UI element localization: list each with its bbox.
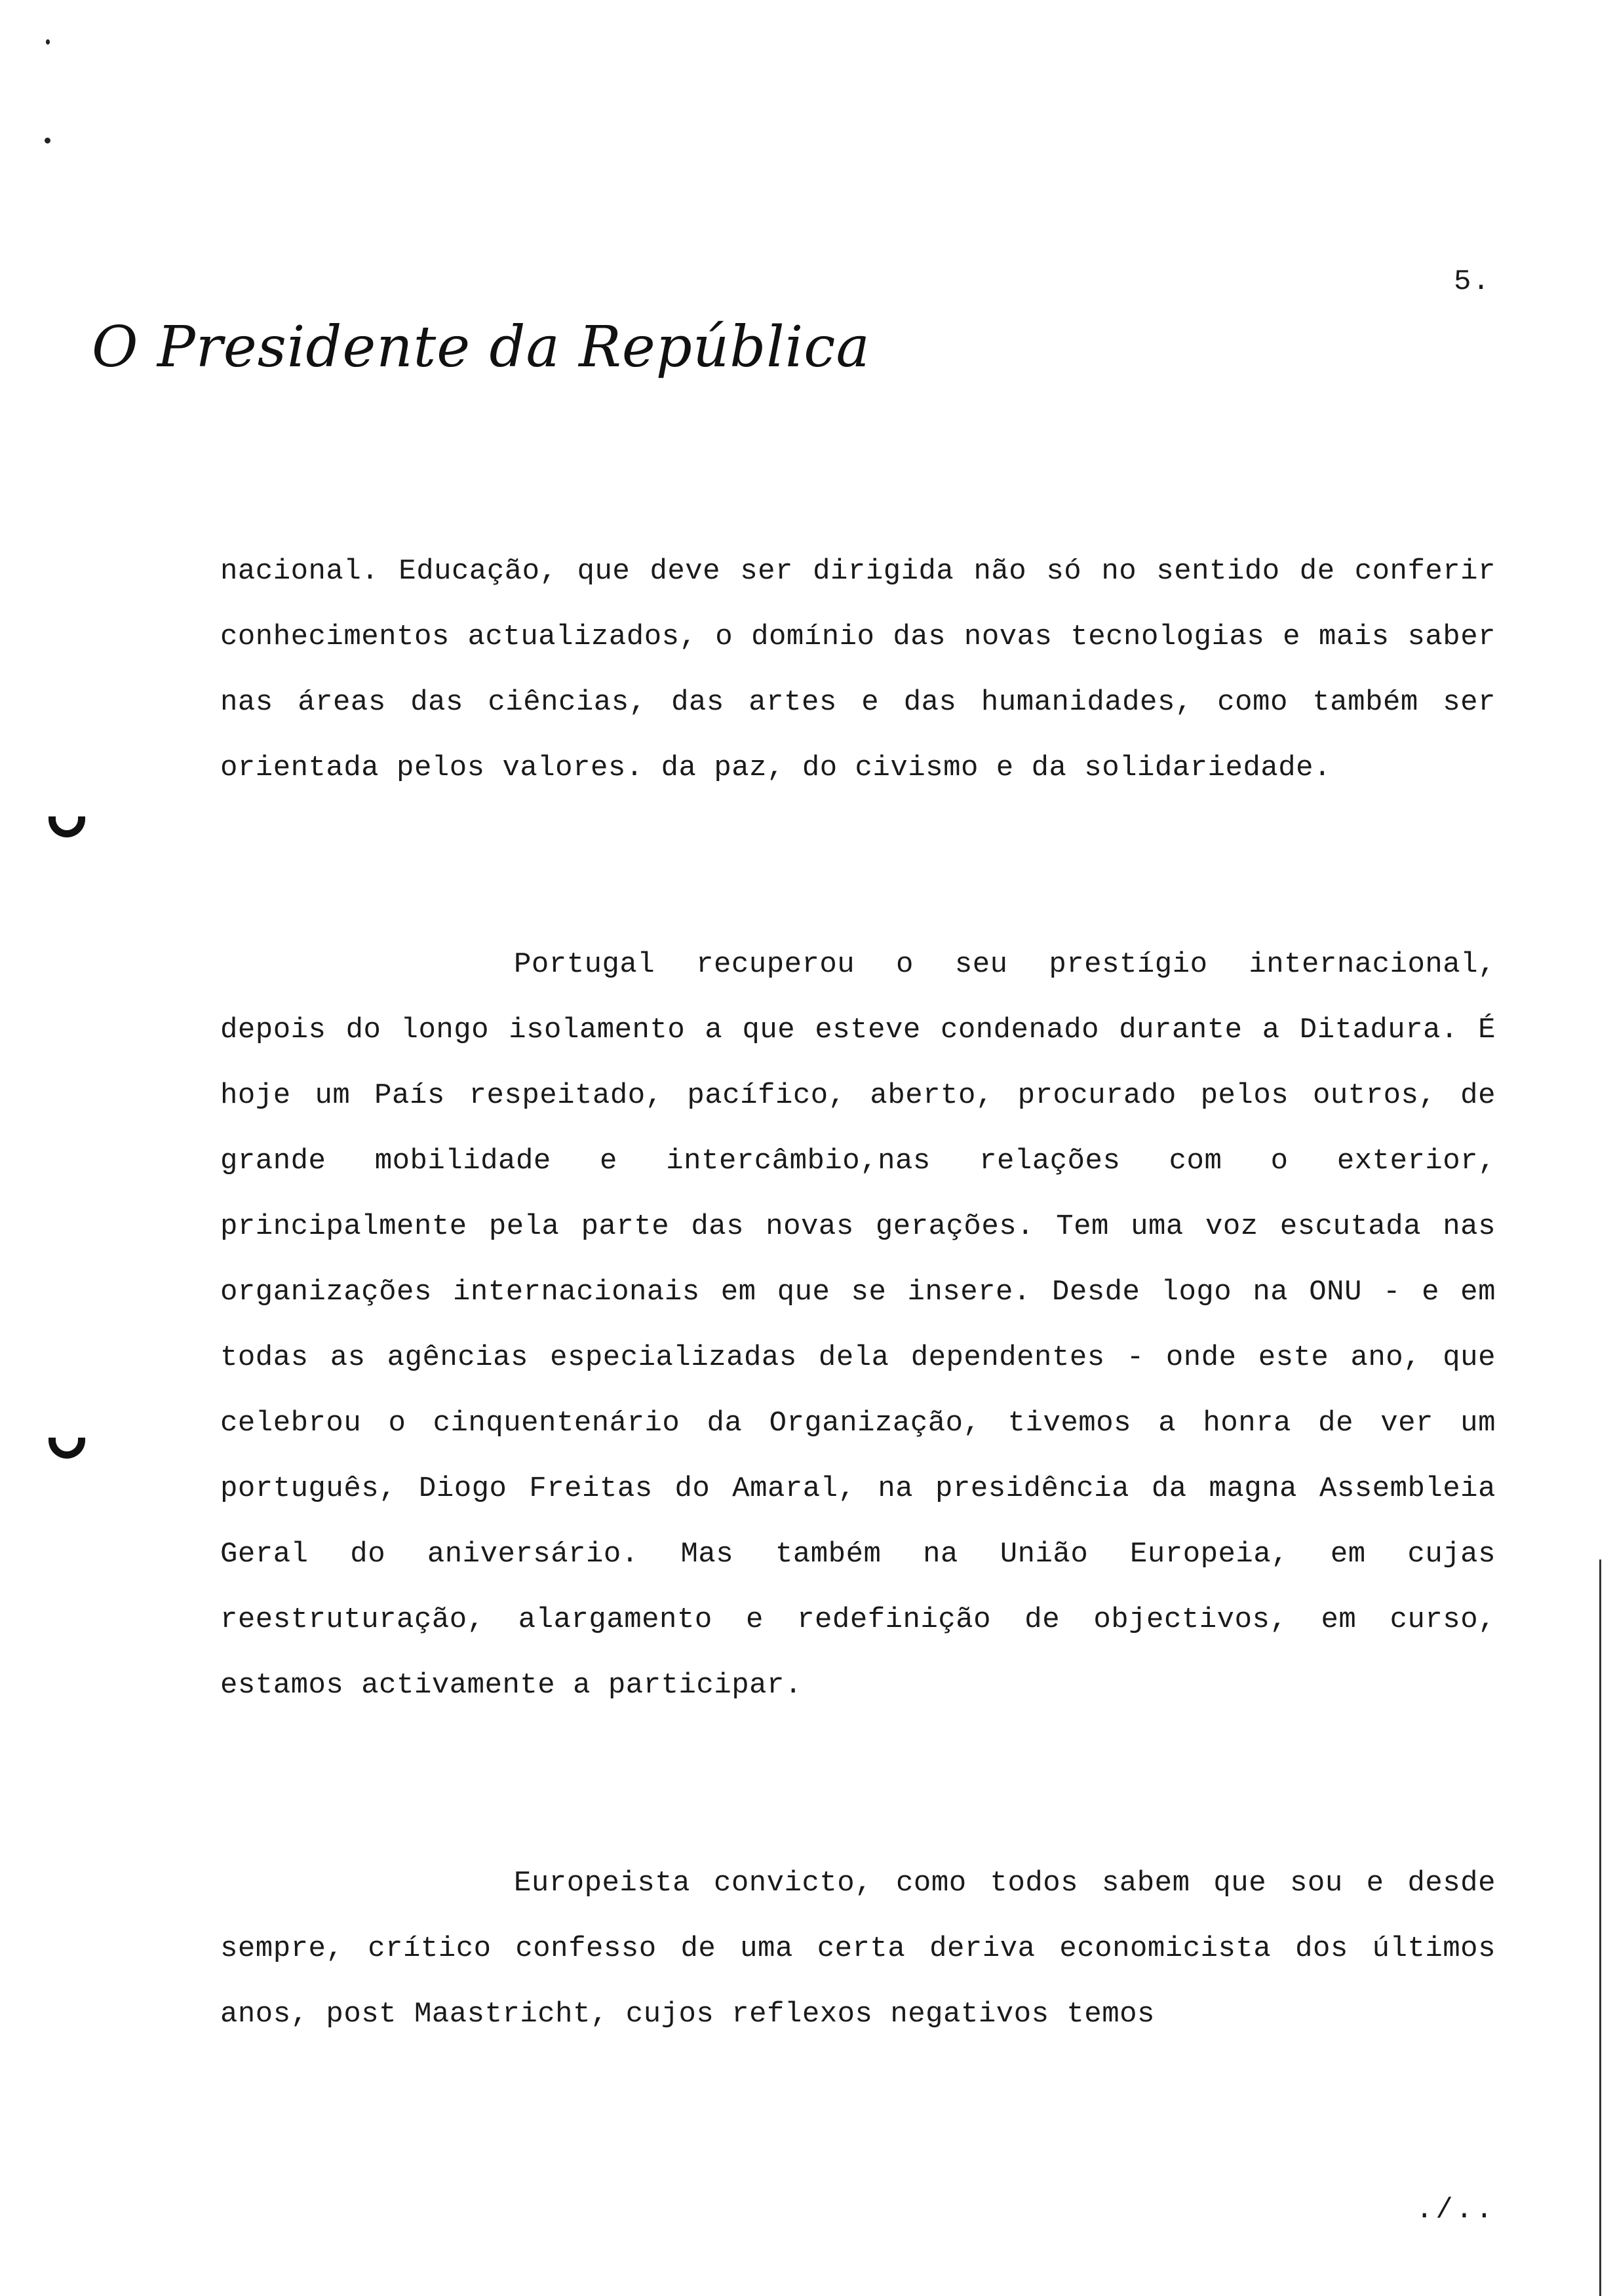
page-number: 5.	[1454, 265, 1491, 298]
continuation-mark: ./..	[1416, 2194, 1496, 2227]
scan-speck	[46, 39, 50, 45]
paragraph-text: Europeista convicto, como todos sabem que sou e desde sempre, crítico confesso de uma certa deriva economicista dos últimos anos, post Maastricht, cujos reflexos negativos temos	[220, 1867, 1496, 2031]
paragraph-text: Portugal recuperou o seu prestígio internacional, depois do longo isolamento a que esteve condenado durante a Ditadura. É hoje um País respeitado, pacífico, aberto, procurado pelos outros, de grande mobilidade e intercâmbio,nas relações com o exterior, principalmente pela parte das novas gerações. Tem uma voz escutada nas organizações internacionais em que se insere. Desde logo na ONU - e em todas as agências especializadas dela dependentes - onde este ano, que celebrou o cinquentenário da Organização, tivemos a honra de ver um português, Diogo Freitas do Amaral, na presidência da magna Assembleia Geral do aniversário. Mas também na União Europeia, em cujas reestruturação, alargamento e redefinição de objectivos, em curso, estamos activamente a participar.	[220, 948, 1496, 1702]
binder-hole-icon	[49, 816, 85, 837]
body-paragraph	[220, 539, 1496, 801]
binder-hole-icon	[49, 1438, 85, 1459]
page-edge-line	[1599, 1559, 1601, 2296]
scan-speck	[45, 138, 50, 144]
paragraph-text: nacional. Educação, que deve ser dirigida não só no sentido de conferir conhecimentos actualizados, o domínio das novas tecnologias e mais saber nas áreas das ciências, das artes e das humanidades, como também ser orientada pelos valores. da paz, do civismo e da solidariedade.	[220, 555, 1496, 784]
body-paragraph	[220, 1850, 1496, 2047]
body-paragraph	[220, 932, 1496, 1718]
letterhead-title: O Presidente da República	[92, 315, 870, 380]
